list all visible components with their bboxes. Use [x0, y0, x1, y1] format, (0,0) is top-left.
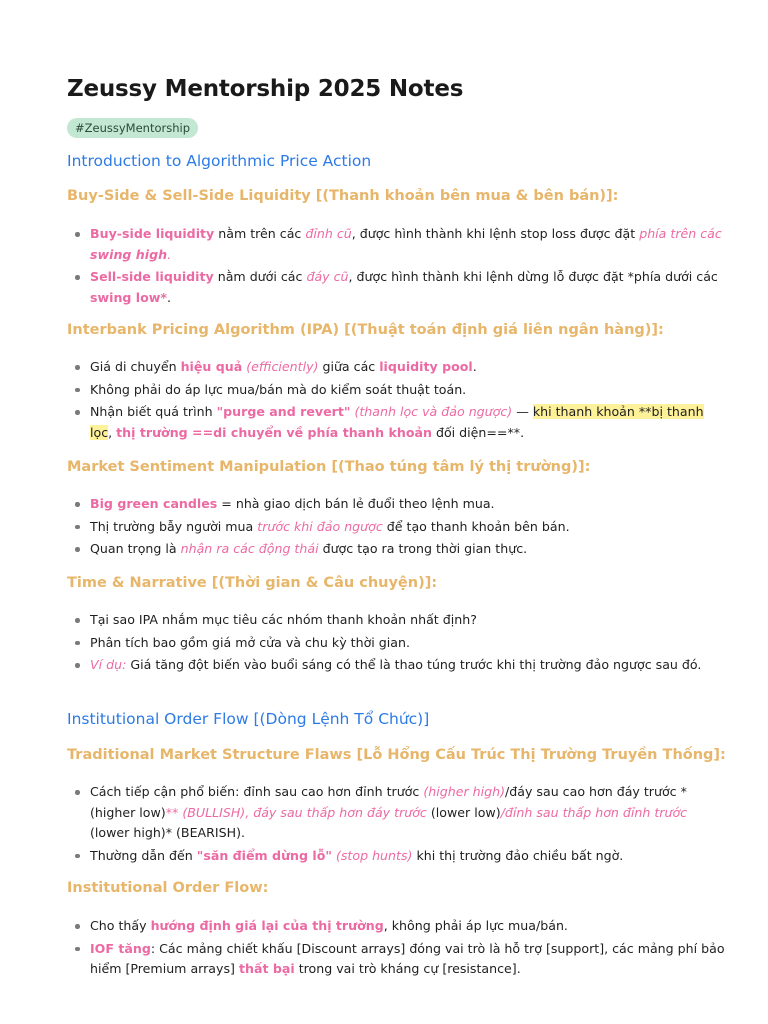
- list-item: Ví dụ: Giá tăng đột biến vào buổi sáng có thể là thao túng trước khi thị trường đảo ngược sau đó.: [90, 655, 725, 676]
- heading-time: Time & Narrative [(Thời gian & Câu chuyện)]:: [67, 575, 438, 591]
- list-item: Buy-side liquidity nằm trên các đỉnh cũ, được hình thành khi lệnh stop loss được đặt phía trên các swing high.: [90, 224, 725, 265]
- list-item: Phân tích bao gồm giá mở cửa và chu kỳ thời gian.: [90, 633, 725, 654]
- heading-sentiment: Market Sentiment Manipulation [(Thao túng tâm lý thị trường)]:: [67, 459, 591, 475]
- list-sentiment: [67, 494, 725, 562]
- list-ipa: [67, 357, 725, 445]
- list-item: Giá di chuyển hiệu quả (efficiently) giữa các liquidity pool.: [90, 357, 725, 378]
- heading-intro: Introduction to Algorithmic Price Action: [67, 152, 372, 170]
- heading-flaws: Traditional Market Structure Flaws [Lỗ Hổng Cấu Trúc Thị Trường Truyền Thống]:: [67, 747, 726, 763]
- hashtag-badge[interactable]: #ZeussyMentorship: [67, 118, 198, 138]
- list-item: Big green candles = nhà giao dịch bán lẻ đuổi theo lệnh mua.: [90, 494, 725, 515]
- heading-iof: Institutional Order Flow [(Dòng Lệnh Tổ Chức)]: [67, 710, 430, 728]
- heading-ipa: Interbank Pricing Algorithm (IPA) [(Thuật toán định giá liên ngân hàng)]:: [67, 322, 664, 338]
- list-time: [67, 610, 725, 678]
- heading-liquidity: Buy-Side & Sell-Side Liquidity [(Thanh khoản bên mua & bên bán)]:: [67, 188, 619, 204]
- heading-flow: Institutional Order Flow:: [67, 880, 269, 896]
- list-item: Cách tiếp cận phổ biến: đỉnh sau cao hơn đỉnh trước (higher high)/đáy sau cao hơn đáy trước *(higher low)** (BULLISH), đáy sau thấp hơn đáy trước (lower low)/đỉnh sau thấp hơn đỉnh trước (lower high)* (BEARISH).: [90, 782, 725, 844]
- list-flaws: [67, 782, 725, 868]
- list-item: IOF tăng: Các mảng chiết khấu [Discount arrays] đóng vai trò là hỗ trợ [support], các mảng phí bảo hiểm [Premium arrays] thất bại trong vai trò kháng cự [resistance].: [90, 939, 725, 980]
- page-title: Zeussy Mentorship 2025 Notes: [67, 76, 464, 102]
- list-item: Tại sao IPA nhắm mục tiêu các nhóm thanh khoản nhất định?: [90, 610, 725, 631]
- list-item: Sell-side liquidity nằm dưới các đáy cũ, được hình thành khi lệnh dừng lỗ được đặt *phía dưới các swing low*.: [90, 267, 725, 308]
- list-item: Thị trường bẫy người mua trước khi đảo ngược để tạo thanh khoản bên bán.: [90, 517, 725, 538]
- list-liquidity: [67, 224, 725, 310]
- list-item: Cho thấy hướng định giá lại của thị trường, không phải áp lực mua/bán.: [90, 916, 725, 937]
- list-item: Không phải do áp lực mua/bán mà do kiểm soát thuật toán.: [90, 380, 725, 401]
- highlighted-text: khi thanh khoản **bị thanh lọc: [90, 404, 704, 440]
- list-flow: [67, 916, 725, 982]
- list-item: Thường dẫn đến "săn điểm dừng lỗ" (stop hunts) khi thị trường đảo chiều bất ngờ.: [90, 846, 725, 867]
- list-item: Quan trọng là nhận ra các động thái được tạo ra trong thời gian thực.: [90, 539, 725, 560]
- list-item: Nhận biết quá trình "purge and revert" (thanh lọc và đảo ngược) — khi thanh khoản **bị thanh lọc, thị trường ==di chuyển về phía thanh khoản đối diện==**.: [90, 402, 725, 443]
